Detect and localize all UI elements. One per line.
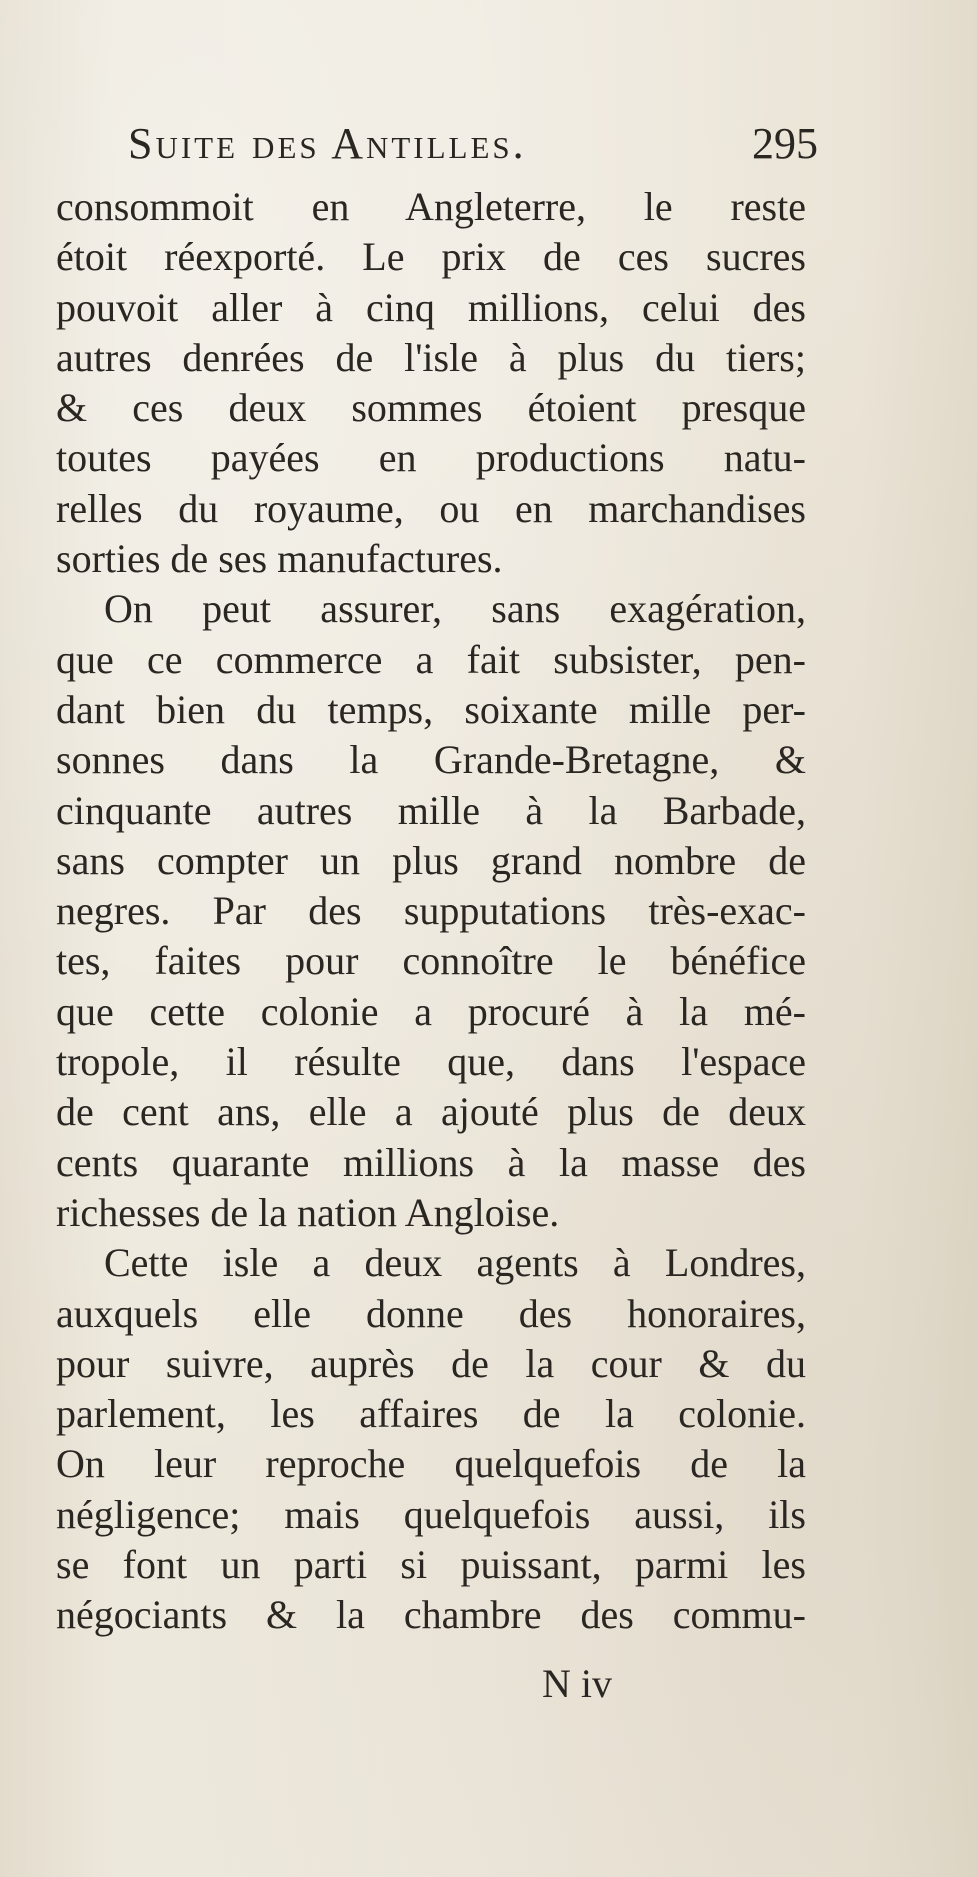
text-line: étoit réexporté. Le prix de ces sucres	[56, 234, 806, 280]
text-line: richesses de la nation Angloise.	[56, 1189, 560, 1235]
text-line: auxquels elle donne des honoraires,	[56, 1290, 806, 1336]
text-line: tropole, il résulte que, dans l'espace	[56, 1039, 806, 1085]
text-line: relles du royaume, ou en marchandises	[56, 485, 806, 531]
page-header	[128, 118, 818, 174]
text-line: consommoit en Angleterre, le reste	[56, 184, 806, 229]
text-line: tes, faites pour connoître le bénéfice	[56, 938, 806, 984]
running-head: Suite des Antilles.	[128, 119, 527, 168]
text-line: que cette colonie a procuré à la mé-	[56, 988, 806, 1034]
text-line: sonnes dans la Grande-Bretagne, &	[56, 737, 806, 783]
text-line: cinquante autres mille à la Barbade,	[56, 787, 806, 833]
text-line: pour suivre, auprès de la cour & du	[56, 1340, 806, 1386]
text-line: sans compter un plus grand nombre de	[56, 837, 806, 883]
text-line: négligence; mais quelquefois aussi, ils	[56, 1491, 806, 1537]
text-line: sorties de ses manufactures.	[56, 536, 503, 582]
text-line: negres. Par des supputations très-exac-	[56, 888, 806, 934]
text-line: On leur reproche quelquefois de la	[56, 1441, 806, 1487]
text-line: toutes payées en productions natu-	[56, 435, 806, 481]
text-line: cents quarante millions à la masse des	[56, 1139, 806, 1185]
text-line: parlement, les affaires de la colonie.	[56, 1391, 806, 1437]
text-line: dant bien du temps, soixante mille per-	[56, 686, 806, 732]
text-line: que ce commerce a fait subsister, pen-	[56, 636, 806, 682]
text-line: autres denrées de l'isle à plus du tiers;	[56, 334, 806, 380]
body-text	[56, 182, 806, 1641]
page-number: 295	[752, 119, 818, 168]
text-line: Cette isle a deux agents à Londres,	[104, 1240, 806, 1286]
text-line: & ces deux sommes étoient presque	[56, 385, 806, 431]
text-line: pouvoit aller à cinq millions, celui des	[56, 284, 806, 330]
signature-mark: N iv	[542, 1661, 612, 1706]
text-line: se font un parti si puissant, parmi les	[56, 1542, 806, 1588]
text-line: de cent ans, elle a ajouté plus de deux	[56, 1089, 806, 1135]
text-line: négociants & la chambre des commu-	[56, 1592, 806, 1638]
text-line: On peut assurer, sans exagération,	[104, 586, 806, 632]
